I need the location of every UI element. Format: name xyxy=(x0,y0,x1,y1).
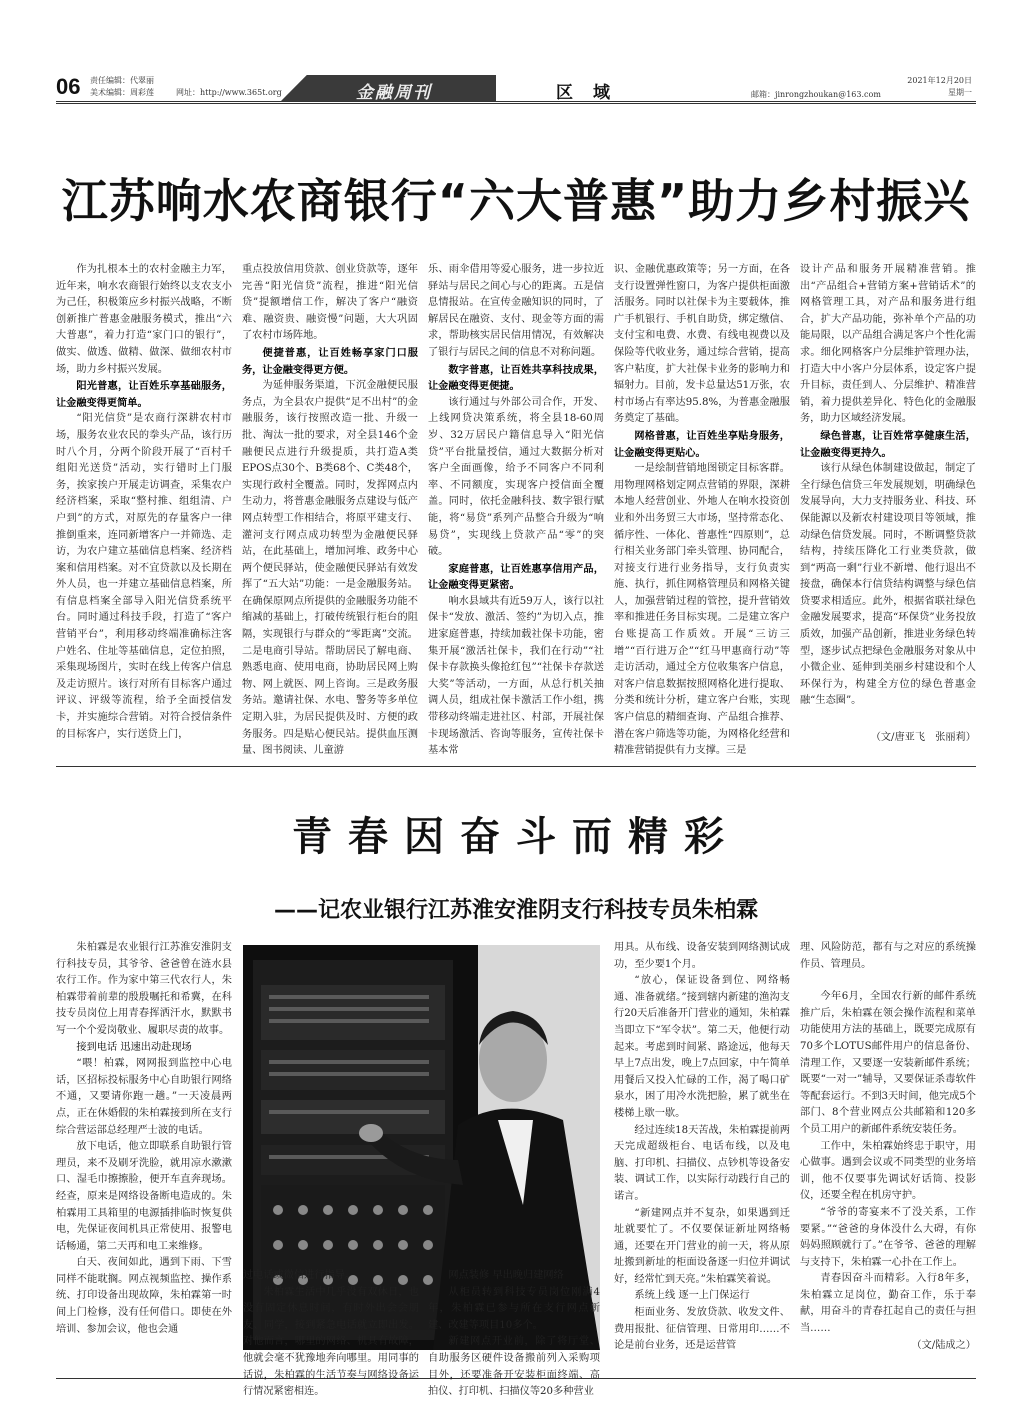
email: 邮箱：jinrongzhoukan@163.com xyxy=(751,90,881,99)
paragraph: 放下电话，他立即联系自助银行管理员，来不及刷牙洗脸，就用凉水漱漱口、湿毛巾擦擦脸，便开车直奔现场。经查，原来是网络设备断电造成的。朱柏霖用工具箱里的电源插排临时恢复供电，先保证夜间机具正常使用、报警电话畅通，第二天再和电工来维修。 xyxy=(56,1141,232,1252)
article2-col1 xyxy=(56,940,232,1375)
paragraph: 过电话或微信进行指导。 xyxy=(243,1270,356,1281)
paragraph: 从柜员转到科技专员岗位刚满4年，朱柏霖已参与所在支行网点新建、改建等项目10多个。 xyxy=(428,1286,600,1331)
article2-col3-below xyxy=(428,1268,600,1398)
paragraph: “爷爷的寄宴来不了没关系，工作要紧。”“爸爸的身体没什么大碍，有你妈妈照顾就行了。”在爷爷、爸爸的理解与支持下，朱柏霖一心扑在工作上。 xyxy=(800,1206,976,1268)
paragraph: 朱柏霖是农业银行江苏淮安淮阴支行科技专员，其爷爷、爸爸曾在涟水县农行工作。作为家中第三代农行人，朱柏霖带着前辈的殷殷嘱托和希冀，在科技专员岗位上用青春挥洒汗水，默默书写一个个爱岗敬业、履职尽责的故事。 xyxy=(56,942,232,1036)
paragraph: 柜面业务、发放贷款、收发文件、费用报批、征信管理、日常用印……不论是前台业务，还是运营管 xyxy=(614,1307,790,1352)
paragraph: 青春因奋斗而精彩。入行8年多，朱柏霖立足岗位，勤奋工作，乐于奉献，用奋斗的青春扛起自己的责任与担当…… xyxy=(800,1273,976,1335)
paragraph: 乐、雨伞借用等爱心服务，进一步拉近驿站与居民之间心与心的距离。五是信息情报站。在宣传金融知识的同时，了解居民在融资、支付、现金等方面的需求，帮助核实居民信用情况，有效解决了银行与居民之间的信息不对称问题。 xyxy=(428,264,604,358)
paragraph: 理、风险防范，都有与之对应的系统操作员、管理员。 xyxy=(800,942,976,970)
weekday: 星期一 xyxy=(948,88,972,97)
page-number: 06 xyxy=(56,74,81,99)
masthead xyxy=(56,72,976,104)
subheading: 数字普惠，让百姓共享科技成果，让金融变得更便捷。 xyxy=(428,363,604,393)
subheading: 接到电话 迅速出动赴现场 xyxy=(76,1041,192,1053)
subheading: 便捷普惠，让百姓畅享家门口服务，让金融变得更方便。 xyxy=(242,346,418,376)
paragraph: 白天、夜间如此，遇到下雨、下雪同样不能耽搁。网点视频监控、操作系统、打印设备出现故障，朱柏霖第一时间上门检修，没有任何借口。即使在外培训、参加会议，他也会通 xyxy=(56,1257,232,1335)
paragraph: 作为扎根本土的农村金融主力军，近年来，响水农商银行始终以支农支小为己任，积极策应乡村振兴战略，不断创新推广普惠金融服务模式，推出“六大普惠”，着力打造“家门口的银行”，做实、做透、做精、做深、做细农村市场，助力乡村振兴发展。 xyxy=(56,264,232,375)
website: 网址：http://www.365t.org xyxy=(176,88,282,97)
paragraph: 今年6月，全国农行新的邮件系统推广后，朱柏霖在领会操作流程和菜单功能使用方法的基础上，既要完成原有70多个LOTUS邮件用户的信息备份、清理工作，又要逐一安装新邮件系统；既要“一对一”辅导，又要保证杀毒软件等配套运行。不到3天时间，他完成5个部门、8个营业网点公共邮箱和120多个员工用户的新邮件系统安装任务。 xyxy=(800,991,976,1135)
subheading: 绿色普惠，让百姓常享健康生活，让金融变得更持久。 xyxy=(800,429,976,459)
article1-title: 江苏响水农商银行“六大普惠”助力乡村振兴 xyxy=(61,174,971,228)
paragraph: “喂！柏霖，网网报到监控中心电话，区招标投标服务中心自助银行网络不通，又要请你跑一趟。”一天凌晨两点，正在休婚假的朱柏霖接到所在支行综合营运部总经理严士波的电话。 xyxy=(56,1058,232,1136)
paragraph: 为延伸服务渠道，下沉金融便民服务点，为全县农户提供“足不出村”的金融服务，该行按照改造一批、升级一批、淘汰一批的要求，对全县146个金融便民点进行升级提质，共打造A类EPOS点30个、B类68个、C类48个，实现行政村全覆盖。同时，发挥网点内生动力，将普惠金融服务点建设与低产网点转型工作相结合，将原平建支行、灌河支行网点成功转型为金融便民驿站，在此基础上，增加河堆、政务中心两个便民驿站，使金融便民驿站有效发挥了“五大站”功能：一是金融服务站。在确保原网点所提供的金融服务功能不缩减的基础上，打破传统银行柜台的阻隔，实现银行与群众的“零距离”交流。二是电商引导站。帮助居民了解电商、熟悉电商、使用电商，协助居民网上购物、网上就医、网上咨询。三是政务服务站。邀请社保、水电、警务等多单位定期入驻，为居民提供及时、方便的政务服务。四是贴心便民站。提供血压测量、图书阅读、儿童游 xyxy=(242,380,418,757)
paragraph: 用具。从布线、设备安装到网络测试成功，至少要1个月。 xyxy=(614,942,790,970)
divider xyxy=(56,766,976,767)
date: 2021年12月20日 xyxy=(907,76,972,85)
date-block xyxy=(907,75,972,99)
paragraph: 重点投放信用贷款、创业贷款等，逐年完善“阳光信贷”流程，推进“阳光信贷”提额增信工作，解决了客户“融资难、融资贵、融资慢”问题，大大巩固了农村市场阵地。 xyxy=(242,264,418,342)
paragraph: 该行通过与外部公司合作，开发、上线网贷决策系统，将全县18-60周岁、32万居民户籍信息导入“阳光信贷”平台批量授信，通过大数据分析对客户全面画像，给予不同客户不同利率、不同额度，实现客户授信面全覆盖。同时，依托金融科技、数字银行赋能，将“易贷”系列产品整合升级为“响易贷”，实现线上贷款产品“零”的突破。 xyxy=(428,396,604,558)
article1-col2 xyxy=(242,262,418,762)
subheading: 网格普惠，让百姓坐享贴身服务，让金融变得更贴心。 xyxy=(614,429,790,459)
subheading: 网点装修 早出晚归建网络 xyxy=(448,1270,564,1281)
editor: 责任编辑：代翠丽 xyxy=(90,76,154,85)
art-editor: 美术编辑：周彩莲 xyxy=(90,88,154,97)
subheading: 阳光普惠，让百姓乐享基础服务，让金融变得更简单。 xyxy=(56,380,232,409)
byline: （文/唐亚飞 张丽莉） xyxy=(870,732,976,744)
technician-photo xyxy=(243,945,600,1263)
article2-subtitle: ——记农业银行江苏淮安淮阴支行科技专员朱柏霖 xyxy=(273,898,758,923)
article1-col4 xyxy=(614,262,790,762)
byline: （文/陆成之） xyxy=(911,1339,976,1351)
article2-col4 xyxy=(614,940,790,1375)
paragraph: “放心，保证设备到位、网络畅通、准备就绪。”接到辖内新建的渔沟支行20天后准备开门营业的通知，朱柏霖当即立下“军令状”。第二天，他便行动起来。考虑到时间紧、路途远，他每天早上7点出发，晚上7点回家，中午简单用餐后又投入忙碌的工作，渴了喝口矿泉水，困了用冷水洗把脸，累了就坐在楼梯上歇一歇。 xyxy=(614,975,790,1119)
article2-title: 青春因奋斗而精彩 xyxy=(292,813,740,860)
section-name: 区域 xyxy=(556,83,630,103)
paragraph: 一是绘制营销地图锁定目标客群。用物理网格划定网点营销的界限，深耕本地人经营创业、外地人在响水投资创业和外出务贸三大市场，坚持常态化、循序性、一体化、普惠性“四原则”，总行相关业务部门牵头管理、协同配合，对接支行进行业务指导，支行负责实施、执行，抓住网格管理员和网格关键人，加强营销过程的管控，提升营销效率和推进任务目标实现。二是建立客户台账提高工作质效。开展“三访三增”“百行进万企”“红马甲惠商行动”等走访活动，通过全方位收集客户信息，对客户信息数据按照网格化进行提取、分类和统计分析，建立客户台账，实现客户信息的精细查询、产品组合推荐、潜在客户筛选等功能，为网格化经营和精准营销提供有力支撑。三是 xyxy=(614,463,790,757)
paragraph: “新建网点并不复杂，如果遇到迁址就要忙了。不仅要保证新址网络畅通，还要在开门营业的前一天，将从原址搬到新址的柜面设备逐一归位并调试好，经常忙到天亮。”朱柏霖笑着说。 xyxy=(614,1207,790,1285)
paragraph: 识、金融优惠政策等；另一方面，在各支行设置弹性窗口，为客户提供柜面激活服务。同时以社保卡为主要载体，推广手机银行、手机自助贷，绑定缴信、支付宝和电费、水费、有线电视费以及保险等代收业务，通过综合营销，提高客户粘度，扩大社保卡业务的影响力和辐射力。目前，发卡总量达51万张，农村市场占有率达95.8%，为普惠金融服务奠定了基础。 xyxy=(614,264,790,425)
subheading: 家庭普惠，让百姓惠享信用产品，让金融变得更紧密。 xyxy=(428,562,604,592)
paragraph: 该行从绿色体制建设做起，制定了全行绿色信贷三年发展规划，明确绿色发展导向，大力支持服务业、科技、环保能源以及新农村建设项目等领域，推动绿色信贷发展。同时，不断调整贷款结构，持续压降化工行业类贷款，做到“两高一剩”行业不新增、他行退出不接盘，确保本行信贷结构调整与绿色信贷要求相适应。此外，根据省联社绿色金融发展要求，提高“环保贷”业务投放质效，加强产品创新，推进业务绿色转型，逐步试点把绿色金融服务对象从中小微企业、延伸到美丽乡村建设和个人环保行为，构建全方位的绿色普惠金融“生态圈”。 xyxy=(800,463,976,707)
article2-col2-below xyxy=(243,1268,419,1398)
editor-credits xyxy=(90,75,154,99)
paragraph: 经过连续18天苦战，朱柏霖提前两天完成超级柜台、电话布线，以及电脑、打印机、扫描仪、点钞机等设备安装、调试工作，以实际行动践行自己的诺言。 xyxy=(614,1124,790,1202)
paragraph: 工作中，朱柏霖始终忠于职守，用心做事。遇到会议或不同类型的业务培训，他不仅要事先调试好话筒、投影仪，还要全程在机房守护。 xyxy=(800,1140,976,1202)
paragraph: 新建网点开业前，除了将厅堂、自助服务区硬件设备搬前列入采购项目外，还要准备开安装柜面终端、高拍仪、打印机、扫描仪等20多种营业 xyxy=(428,1336,600,1398)
article1-col1 xyxy=(56,262,232,762)
paragraph: “阳光信贷”是农商行深耕农村市场，服务农业农民的拳头产品，该行历时八个月，分两个阶段开展了“百村千组阳光送贷”活动，实行错时上门服务，挨家挨户开展走访调查，采集农户经济档案，采取“整村推、组组清、户户到”的方式，对原先的存量客户一律推倒重来，连同新增客户一并筛选、走访，为农户建立基础信息档案、经济档案和信用档案。对不宜贷款以及长期在外人员，也一并建立基础信息档案，所有信息档案全部导入阳光信贷系统平台。同时通过科技手段，打造了“客户营销平台”，利用移动终端准确标注客户姓名、住址等基础信息，定位拍照，采集现场图片，实时在线上传客户信息及走访照片。该行对所有目标客户通过评议、评级等流程，给予全面授信发卡，并实施综合营销。对符合授信条件的目标客户，实行送贷上门， xyxy=(56,413,232,740)
publication-name: 金融周刊 xyxy=(356,83,432,103)
paragraph: 设计产品和服务开展精准营销。推出“产品组合+营销方案+营销话术”的网格管理工具，对产品和服务进行组合，扩大产品功能，弥补单个产品的功能局限，以产品组合满足客户个性化需求。细化网格客户分层维护管理办法，打造大中小客户分层体系，设定客户提升目标，责任到人、分层维护、精准营销，着力提供差异化、特色化的金融服务，助力区域经济发展。 xyxy=(800,264,976,425)
article1-col3 xyxy=(428,262,604,762)
paragraph: 响水县域共有近59万人，该行以社保卡“发放、激活、签约”为切入点，推进家庭普惠，持续加载社保卡功能，密集开展“激活社保卡，我们在行动”“社保卡存款换头像抢红包”“社保卡存款送大奖”等活动，一方面，从总行机关抽调人员，组成社保卡激活工作小组，携带移动终端走进社区、村部，开展社保卡现场激活、咨询等服务，宣传社保卡基本常 xyxy=(428,595,604,757)
paragraph: 朱柏霖生活中几乎没有双休日，也没有固定休息时间，有时外出会会朋友、同学，接到紧急电话就立即出发。对他而言，哪里的网络、机具有故障，他就会毫不犹豫地奔向哪里。用同事的话说，朱柏霖的生活节奏与网络设备运行情况紧密相连。 xyxy=(243,1286,419,1398)
subheading: 系统上线 逐一上门保运行 xyxy=(634,1290,750,1302)
article2-col5 xyxy=(800,940,976,1375)
article1-col5 xyxy=(800,262,976,762)
